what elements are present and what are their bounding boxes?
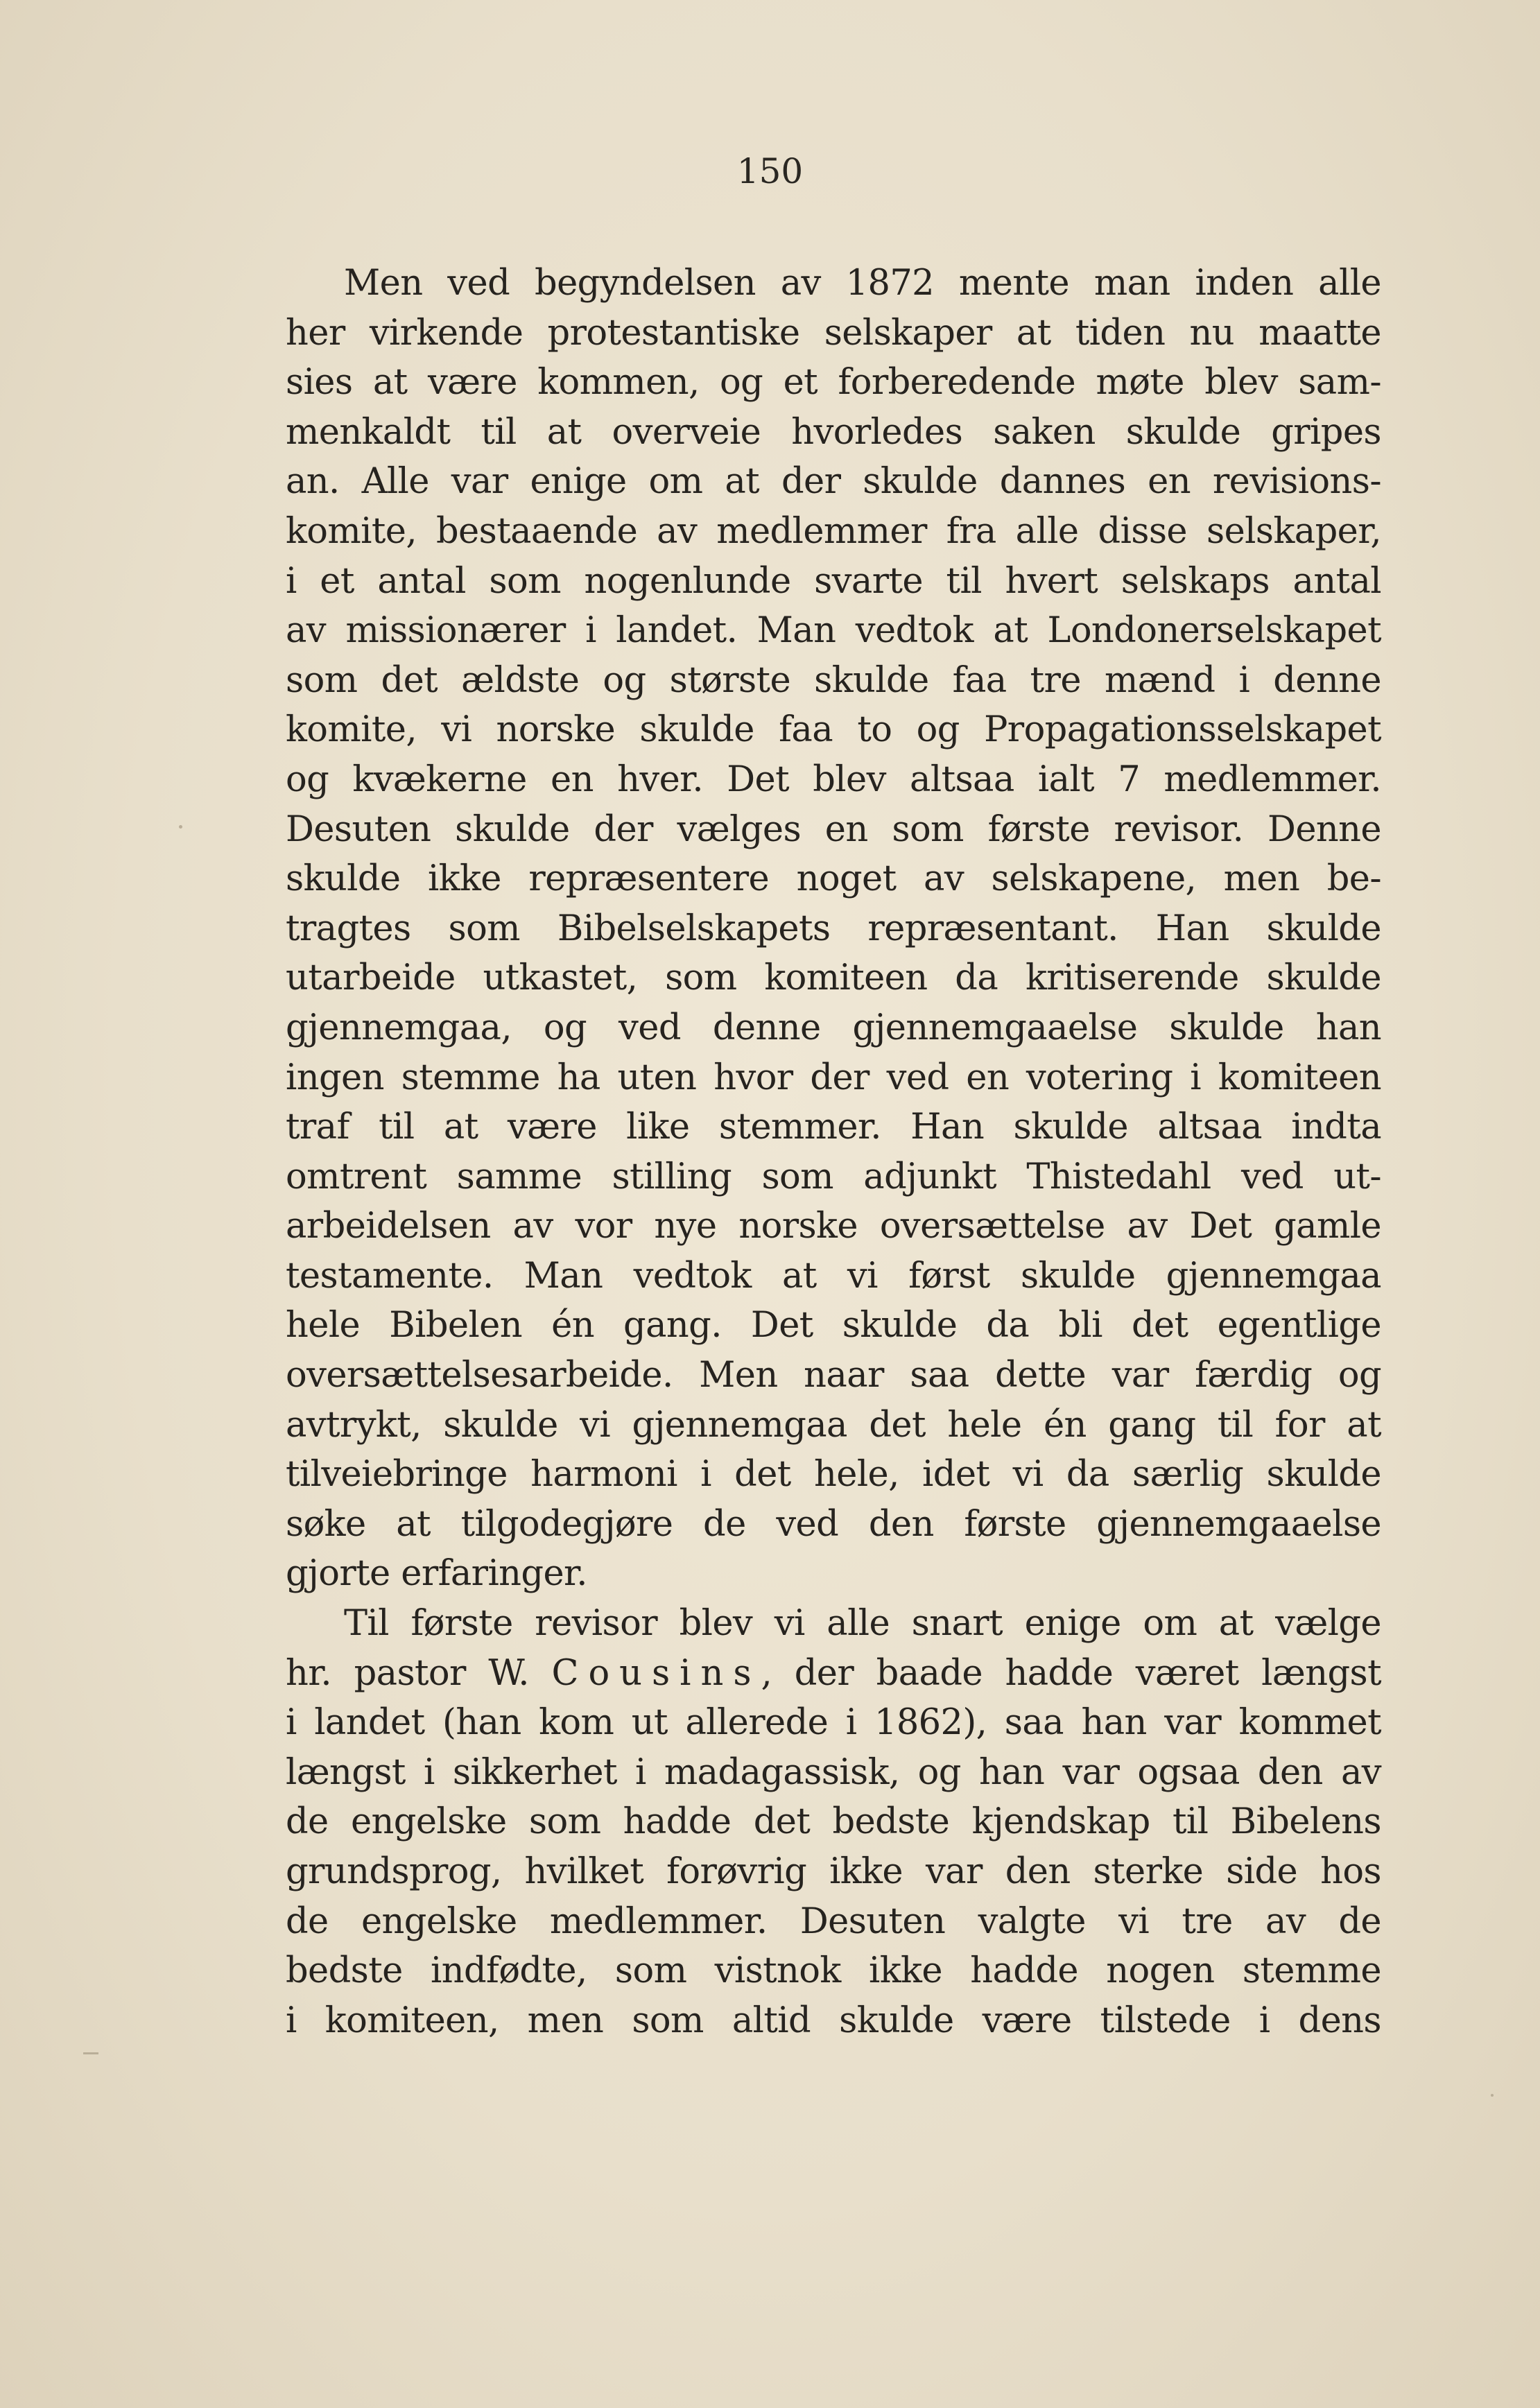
- text-line-with-spaced-name: [286, 1649, 1381, 1699]
- text-line: Til første revisor blev vi alle snart enige om at vælge: [344, 1603, 1381, 1645]
- paragraph-2: [286, 1599, 1381, 2045]
- text-line: avtrykt, skulde vi gjennemgaa det hele én gang til for at: [286, 1404, 1381, 1446]
- text-line: tilveiebringe harmoni i det hele, idet vi da særlig skulde: [286, 1454, 1381, 1496]
- text-line: længst i sikkerhet i madagassisk, og han var ogsaa den av: [286, 1751, 1381, 1793]
- text-line: skulde ikke repræsentere noget av selskapene, men be-: [286, 858, 1381, 900]
- spaced-name: Cousins: [551, 1652, 761, 1694]
- text-line: menkaldt til at overveie hvorledes saken skulde gripes: [286, 411, 1381, 453]
- text-line: her virkende protestantiske selskaper at tiden nu maatte: [286, 312, 1381, 354]
- text-line: som det ældste og største skulde faa tre mænd i denne: [286, 659, 1381, 701]
- text-line: ingen stemme ha uten hvor der ved en votering i komiteen: [286, 1057, 1381, 1098]
- text-line: de engelske medlemmer. Desuten valgte vi tre av de: [286, 1900, 1381, 1942]
- text-line: av missionærer i landet. Man vedtok at Londonerselskapet: [286, 610, 1381, 652]
- text-line: hele Bibelen én gang. Det skulde da bli det egentlige: [286, 1305, 1381, 1346]
- text-line: traf til at være like stemmer. Han skulde altsaa indta: [286, 1107, 1381, 1148]
- text-line: testamente. Man vedtok at vi først skulde gjennemgaa: [286, 1255, 1381, 1297]
- scan-speck: [1491, 2094, 1494, 2097]
- paragraph-1: [286, 259, 1381, 1599]
- body-text: [286, 259, 1381, 2045]
- text-line: tragtes som Bibelselskapets repræsentant. Han skulde: [286, 908, 1381, 949]
- text-line: Desuten skulde der vælges en som første revisor. Denne: [286, 808, 1381, 850]
- text-line: de engelske som hadde det bedste kjendskap til Bibelens: [286, 1801, 1381, 1843]
- text-line: Men ved begyndelsen av 1872 mente man inden alle: [344, 263, 1381, 304]
- text-line: grundsprog, hvilket forøvrig ikke var den sterke side hos: [286, 1851, 1381, 1892]
- text-line: i et antal som nogenlunde svarte til hvert selskaps antal: [286, 560, 1381, 602]
- text-line: utarbeide utkastet, som komiteen da kritiserende skulde: [286, 958, 1381, 999]
- text-line: i komiteen, men som altid skulde være tilstede i dens: [286, 2000, 1381, 2041]
- scan-speck: [83, 2052, 98, 2054]
- text-line: bedste indfødte, som vistnok ikke hadde nogen stemme: [286, 1950, 1381, 1992]
- text-line: i landet (han kom ut allerede i 1862), saa han var kommet: [286, 1702, 1381, 1744]
- text-segment: , der baade hadde været længst: [761, 1652, 1381, 1694]
- text-line: an. Alle var enige om at der skulde dannes en revisions-: [286, 461, 1381, 503]
- text-line: sies at være kommen, og et forberedende møte blev sam-: [286, 362, 1381, 404]
- page-number: 150: [736, 151, 804, 191]
- text-line: søke at tilgodegjøre de ved den første gjennemgaaelse: [286, 1503, 1381, 1545]
- text-line: og kvækerne en hver. Det blev altsaa ialt 7 medlemmer.: [286, 759, 1381, 800]
- text-line: gjennemgaa, og ved denne gjennemgaaelse skulde han: [286, 1007, 1381, 1048]
- text-line: komite, vi norske skulde faa to og Propagationsselskapet: [286, 709, 1381, 751]
- text-line: omtrent samme stilling som adjunkt Thistedahl ved ut-: [286, 1156, 1381, 1197]
- text-segment: hr. pastor W.: [286, 1652, 529, 1694]
- scan-speck: [179, 825, 182, 829]
- text-line: gjorte erfaringer.: [286, 1553, 587, 1595]
- text-line: oversættelsesarbeide. Men naar saa dette var færdig og: [286, 1355, 1381, 1396]
- text-line: komite, bestaaende av medlemmer fra alle disse selskaper,: [286, 510, 1381, 552]
- text-line: arbeidelsen av vor nye norske oversættelse av Det gamle: [286, 1206, 1381, 1247]
